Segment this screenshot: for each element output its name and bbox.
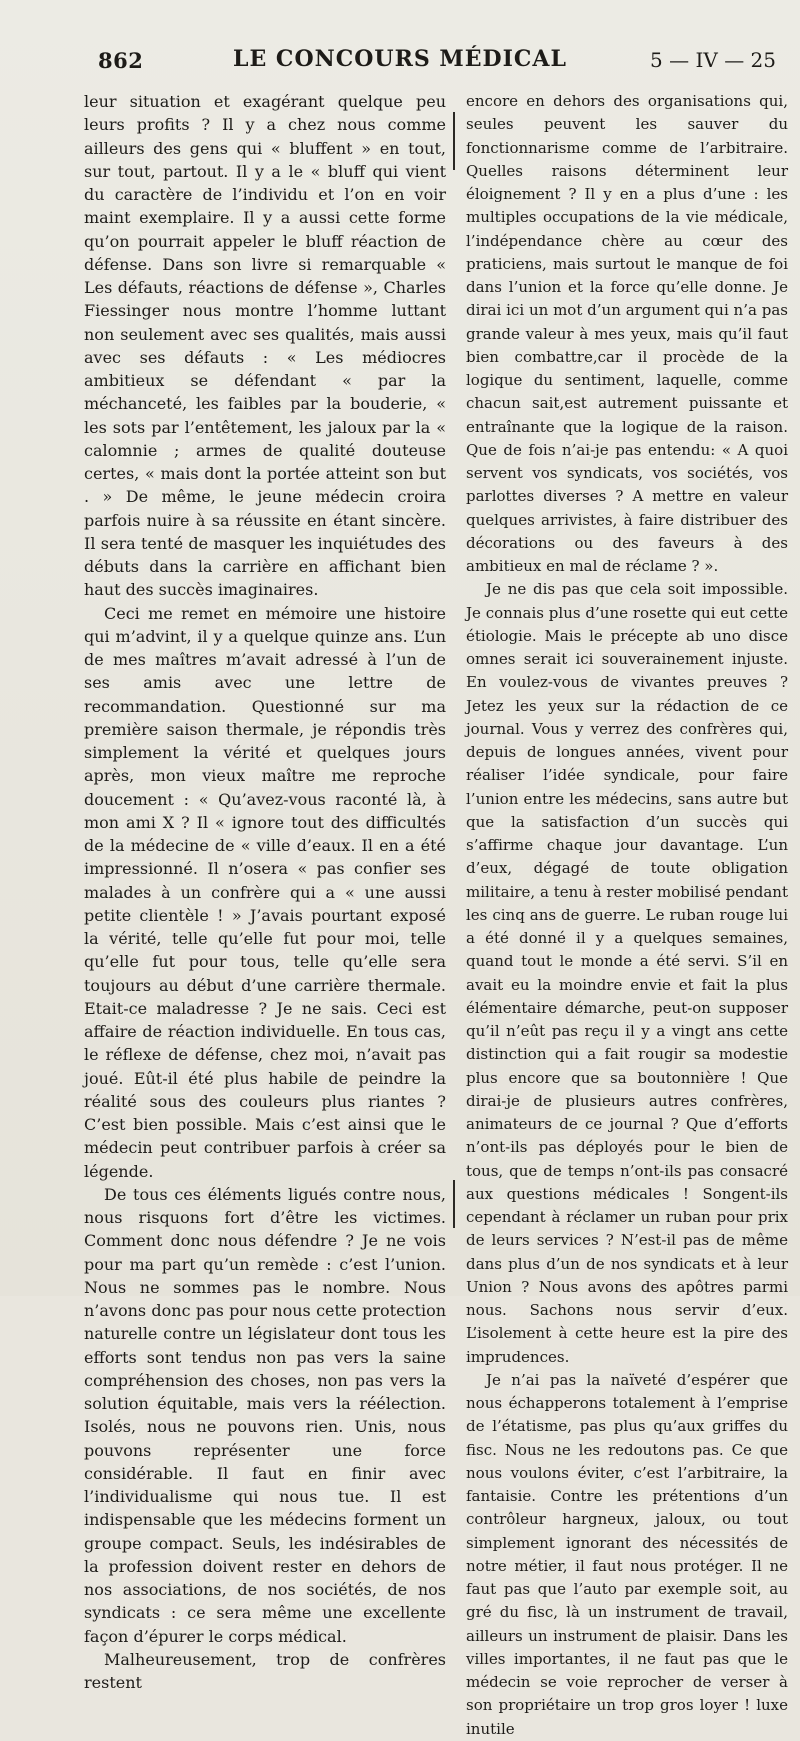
paragraph: Je ne dis pas que cela soit impossible. Je connais plus d’une rosette qui eut cette étiologie. Mais le précepte ab uno disce omnes serait ici souverainement injuste. En voulez-vous de vivantes preuves ? Jetez les yeux sur la rédaction de ce journal. Vous y verrez des confrères qui, depuis de longues années, vivent pour réaliser l’idée syndicale, pour faire l’union entre les médecins, sans autre but que la satisfaction d’un succès qui s’affirme chaque jour davantage. L’un d’eux, dégagé de toute obligation militaire, a tenu à rester mobilisé pendant les cinq ans de guerre. Le ruban rouge lui a été donné il y a quelques semaines, quand tout le monde a été servi. S’il en avait eu la moindre envie et fait la plus élémentaire démarche, peut-on supposer qu’il n’eût pas reçu il y a vingt ans cette distinction qui a fait rougir sa modestie plus encore que sa boutonnière ! Que dirai-je de plusieurs autres confrères, animateurs de ce journal ? Que d’efforts n’ont-ils pas déployés pour le bien de tous, que de temps n’ont-ils pas consacré aux questions médicales ! Songent-ils cependant à réclamer un ruban pour prix de leurs services ? N’est-il pas de même dans plus d’un de nos syndicats et à leur Union ? Nous avons des apôtres parmi nous. Sachons nous servir d’eux. L’isolement à cette heure est la pire des imprudences. — [466, 580, 788, 1366]
column-rule-bottom — [453, 1180, 455, 1228]
journal-title: LE CONCOURS MÉDICAL — [233, 46, 567, 72]
paragraph: Malheureusement, trop de confrères restent — [84, 1649, 446, 1692]
paragraph: leur situation et exagérant quelque peu leurs profits ? Il y a chez nous comme ailleurs des gens qui « bluffent » en tout, sur tout, partout. Il y a le « bluff qui vient du caractère de l’individu et l’on en voir maint exemplaire. Il y a aussi cette forme qu’on pourrait appeler le bluff réaction de défense. Dans son livre si remarquable « Les défauts, réactions de défense », Charles Fiessinger nous montre l’homme luttant non seulement avec ses qualités, mais aussi avec ses défauts : « Les médiocres ambitieux se défendant « par la méchanceté, les faibles par la bouderie, « les sots par l’entêtement, les jaloux par la « calomnie ; armes de qualité douteuse certes, « mais dont la portée atteint son but . » De même, le jeune médecin croira parfois nuire à sa réussite en étant sincère. Il sera tenté de masquer les inquiétudes des débuts dans la carrière en affichant bien haut des succès imaginaires. — [84, 92, 446, 600]
right-column — [466, 90, 788, 1741]
column-rule-top — [453, 112, 455, 170]
paragraph: De tous ces éléments ligués contre nous, nous risquons fort d’être les victimes. Comment donc nous défendre ? Je ne vois pour ma part qu’un remède : c’est l’union. Nous ne sommes pas le nombre. Nous n’avons donc pas pour nous cette protection naturelle contre un législateur dont tous les efforts sont tendus non pas vers la saine compréhension des choses, non pas vers la solution équitable, mais vers la réélection. Isolés, nous ne pouvons rien. Unis, nous pouvons représenter une force considérable. Il faut en finir avec l’individualisme qui nous tue. Il est indispensable que les médecins forment un groupe compact. Seuls, les indésirables de la profession doivent rester en dehors de nos associations, de nos sociétés, de nos syndicats : ce sera même une excellente façon d’épurer le corps médical. — [84, 1184, 446, 1646]
paragraph: Ceci me remet en mémoire une histoire qui m’advint, il y a quelque quinze ans. L’un de mes maîtres m’avait adressé à l’un de ses amis avec une lettre de recommandation. Questionné sur ma première saison thermale, je répondis très simplement la vérité et quelques jours après, mon vieux maître me reproche doucement : « Qu’avez-vous raconté là, à mon ami X ? Il « ignore tout des difficultés de la médecine de « ville d’eaux. Il en a été impressionné. Il n’osera « pas confier ses malades à un confrère qui a « une aussi petite clientèle ! » J’avais pourtant exposé la vérité, telle qu’elle fut pour moi, telle qu’elle fut pour tous, telle qu’elle sera toujours au début d’une carrière thermale. Etait-ce maladresse ? Je ne sais. Ceci est affaire de réaction individuelle. En tous cas, le réflexe de défense, chez moi, n’avait pas joué. Eût-il été plus habile de peindre la réalité sous des couleurs plus riantes ? C’est bien possible. Mais c’est ainsi que le médecin peut contribuer parfois à créer sa légende. — [84, 603, 446, 1181]
running-header — [0, 44, 800, 78]
left-column — [84, 90, 446, 1694]
issue-date: 5 — IV — 25 — [650, 48, 776, 72]
page-number: 862 — [98, 48, 144, 73]
paragraph: encore en dehors des organisations qui, seules peuvent les sauver du fonctionnarisme comme de l’arbitraire. Quelles raisons déterminent leur éloignement ? Il y en a plus d’une : les multiples occupations de la vie médicale, l’indépendance chère au cœur des praticiens, mais surtout le manque de foi dans l’union et la force qu’elle donne. Je dirai ici un mot d’un argument qui n’a pas grande valeur à mes yeux, mais qu’il faut bien combattre,car il procède de la logique du sentiment, laquelle, comme chacun sait,est autrement puissante et entraînante que la logique de la raison. Que de fois n’ai-je pas entendu: « A quoi servent vos syndicats, vos sociétés, vos parlottes diverses ? A mettre en valeur quelques arrivistes, à faire distribuer des décorations ou des faveurs à des ambitieux en mal de réclame ? ». — [466, 92, 788, 575]
paragraph: Je n’ai pas la naïveté d’espérer que nous échapperons totalement à l’emprise de l’étatisme, pas plus qu’aux griffes du fisc. Nous ne les redoutons pas. Ce que nous voulons éviter, c’est l’arbitraire, la fantaisie. Contre les prétentions d’un contrôleur hargneux, jaloux, ou tout simplement ignorant des nécessités de notre métier, il faut nous protéger. Il ne faut pas que l’auto par exemple soit, au gré du fisc, là un instrument de travail, ailleurs un instrument de plaisir. Dans les villes importantes, il ne faut pas que le médecin se voie reprocher de verser à son propriétaire un trop gros loyer ! luxe inutile — [466, 1370, 788, 1738]
